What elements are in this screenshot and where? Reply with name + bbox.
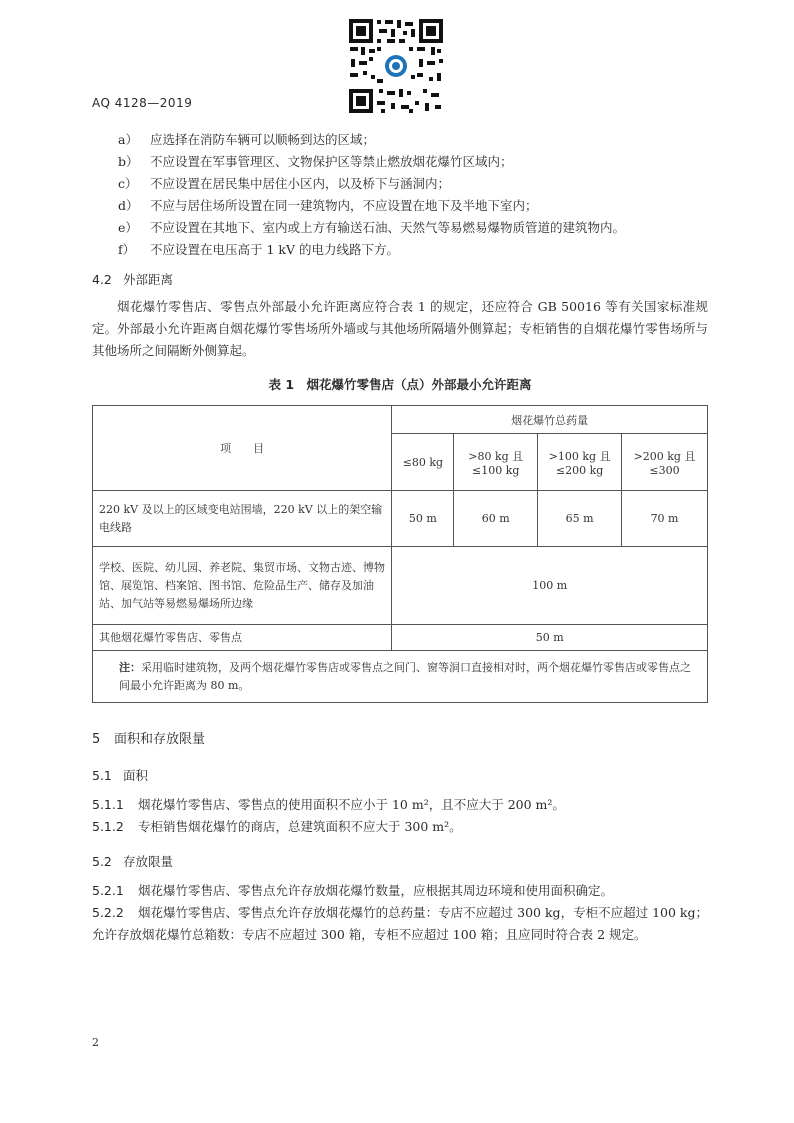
section-title: 面积和存放限量 [114, 732, 206, 747]
distance-table [92, 405, 708, 703]
section-title: 面积 [123, 768, 149, 783]
section-heading-5-1 [92, 766, 148, 784]
table-cell: 50 m [392, 491, 454, 547]
list-marker: b） [118, 154, 139, 169]
section-5-2-items [92, 880, 708, 946]
clause [92, 794, 708, 816]
list-marker: d） [118, 198, 139, 213]
list-item [118, 240, 399, 258]
section-4-2-paragraph [92, 296, 708, 362]
list-item-text: 不应设置在其地下、室内或上方有输送石油、天然气等易燃易爆物质管道的建筑物内。 [150, 220, 626, 235]
clause-number: 5.2.1 [92, 883, 124, 898]
clause-text: 专柜销售烟花爆竹的商店，总建筑面积不应大于 300 m²。 [138, 819, 462, 834]
section-heading-5-2 [92, 852, 173, 870]
list-item-text: 应选择在消防车辆可以顺畅到达的区域； [150, 132, 376, 147]
clause-text: 烟花爆竹零售店、零售点允许存放烟花爆竹的总药量：专店不应超过 300 kg，专柜不应超过 100 kg；允许存放烟花爆竹总箱数：专店不应超过 300 箱，专柜不应超过 100 箱；且应同时符合表 2 规定。 [92, 905, 708, 942]
section-5-1-items [92, 794, 708, 838]
table-row [93, 491, 708, 547]
table-cell: 65 m [538, 491, 622, 547]
list-item-text: 不应设置在居民集中居住小区内，以及桥下与涵洞内； [150, 176, 451, 191]
list-item-text: 不应设置在电压高于 1 kV 的电力线路下方。 [150, 242, 399, 257]
table-header-group: 烟花爆竹总药量 [392, 406, 708, 434]
list-item [118, 152, 513, 170]
clause [92, 880, 708, 902]
document-number: AQ 4128—2019 [92, 96, 193, 110]
table-column-header: ≤80 kg [392, 434, 454, 491]
paragraph-text: 烟花爆竹零售店、零售点外部最小允许距离应符合表 1 的规定，还应符合 GB 50016 等有关国家标准规定。外部最小允许距离自烟花爆竹零售场所外墙或与其他场所隔墙外侧算起；专柜销售的自烟花爆竹零售场所与其他场所之间隔断外侧算起。 [92, 299, 708, 358]
page-number: 2 [92, 1036, 99, 1049]
clause-text: 烟花爆竹零售店、零售点允许存放烟花爆竹数量，应根据其周边环境和使用面积确定。 [138, 883, 614, 898]
list-item [118, 196, 538, 214]
table-note-row [93, 651, 708, 703]
table-column-header: >200 kg 且 ≤300 [622, 434, 708, 491]
qr-code-graphic [347, 17, 445, 115]
list-item [118, 174, 450, 192]
section-number: 5.2 [92, 854, 112, 869]
table-caption: 表 1 烟花爆竹零售店（点）外部最小允许距离 [268, 377, 532, 392]
table-column-header: >80 kg 且 ≤100 kg [454, 434, 538, 491]
section-heading-5 [92, 728, 205, 747]
list-marker: c） [118, 176, 138, 191]
section-number: 5.1 [92, 768, 112, 783]
list-item [118, 218, 625, 236]
table-row [93, 547, 708, 625]
table-cell: 60 m [454, 491, 538, 547]
note-label: 注： [119, 660, 141, 674]
section-title: 存放限量 [123, 854, 174, 869]
clause [92, 902, 708, 946]
clause-number: 5.2.2 [92, 905, 124, 920]
table-cell: 70 m [622, 491, 708, 547]
clause-text: 烟花爆竹零售店、零售点的使用面积不应小于 10 m²，且不应大于 200 m²。 [138, 797, 565, 812]
table-column-header: >100 kg 且 ≤200 kg [538, 434, 622, 491]
section-title: 外部距离 [123, 272, 174, 287]
list-item [118, 130, 375, 148]
section-number: 5 [92, 732, 101, 747]
table-row-label: 220 kV 及以上的区域变电站围墙，220 kV 以上的架空输电线路 [93, 491, 392, 547]
section-number: 4.2 [92, 272, 112, 287]
list-item-text: 不应设置在军事管理区、文物保护区等禁止燃放烟花爆竹区域内； [150, 154, 513, 169]
list-marker: a） [118, 132, 138, 147]
note-text: 采用临时建筑物，及两个烟花爆竹零售店或零售点之间门、窗等洞口直接相对时，两个烟花爆竹零售店或零售点之间最小允许距离为 80 m。 [119, 660, 691, 692]
list-marker: e） [118, 220, 138, 235]
qr-code [347, 17, 445, 115]
table-header-item: 项 目 [93, 406, 392, 491]
table-cell: 100 m [392, 547, 708, 625]
clause-number: 5.1.2 [92, 819, 124, 834]
table-row [93, 625, 708, 651]
list-item-text: 不应与居住场所设置在同一建筑物内，不应设置在地下及半地下室内； [150, 198, 538, 213]
clause-number: 5.1.1 [92, 797, 124, 812]
list-marker: f） [118, 242, 136, 257]
clause [92, 816, 708, 838]
section-heading-4-2 [92, 270, 173, 288]
table-row-label: 其他烟花爆竹零售店、零售点 [93, 625, 392, 651]
table-note [93, 651, 708, 703]
table-row-label: 学校、医院、幼儿园、养老院、集贸市场、文物古迹、博物馆、展览馆、档案馆、图书馆、危险品生产、储存及加油站、加气站等易燃易爆场所边缘 [93, 547, 392, 625]
table-cell: 50 m [392, 625, 708, 651]
